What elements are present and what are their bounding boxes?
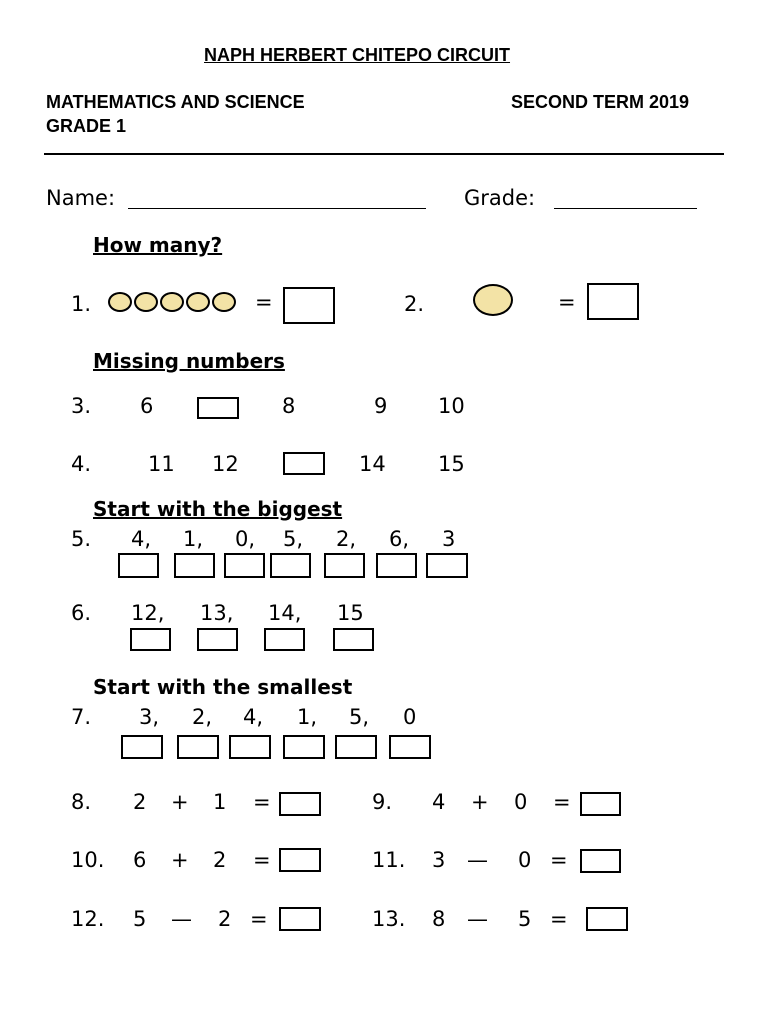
counter-oval (186, 292, 210, 312)
q7-answer-box[interactable] (283, 735, 325, 759)
sequence-number: 4, (131, 527, 152, 551)
arith-eq: = (253, 790, 271, 814)
grade-title: GRADE 1 (46, 116, 127, 136)
sequence-number: 13, (200, 601, 234, 625)
q3-value-d: 10 (438, 394, 465, 418)
arith-eq: = (250, 907, 268, 931)
q3-answer-box[interactable] (197, 397, 239, 419)
q3-number: 3. (71, 394, 92, 418)
subject-title: MATHEMATICS AND SCIENCE (46, 92, 305, 112)
arith-b: 1 (213, 790, 227, 814)
arith-number: 13. (372, 907, 406, 931)
circuit-title: NAPH HERBERT CHITEPO CIRCUIT (204, 45, 511, 65)
name-label: Name: (46, 186, 116, 210)
q1-equals: = (255, 290, 273, 314)
q2-equals: = (558, 290, 576, 314)
grade-field[interactable] (554, 208, 697, 209)
arith-a: 5 (133, 907, 147, 931)
sequence-number: 2, (192, 705, 213, 729)
sequence-number: 5, (283, 527, 304, 551)
arith-op: + (471, 790, 489, 814)
arith-number: 9. (372, 790, 393, 814)
sequence-number: 5, (349, 705, 370, 729)
q7-answer-box[interactable] (121, 735, 163, 759)
name-field[interactable] (128, 208, 426, 209)
arith-b: 0 (518, 848, 532, 872)
arith-op: + (171, 790, 189, 814)
q4-value-a: 11 (148, 452, 175, 476)
q3-value-a: 6 (140, 394, 154, 418)
q7-answer-box[interactable] (335, 735, 377, 759)
q4-answer-box[interactable] (283, 452, 325, 475)
section-missing-title: Missing numbers (93, 349, 285, 373)
sequence-number: 1, (297, 705, 318, 729)
arith-answer-box[interactable] (580, 849, 621, 873)
q6-number: 6. (71, 601, 92, 625)
counter-oval (160, 292, 184, 312)
sequence-number: 15 (337, 601, 364, 625)
arith-op: — (467, 907, 488, 931)
sequence-number: 6, (389, 527, 410, 551)
arith-answer-box[interactable] (279, 848, 321, 872)
q6-answer-box[interactable] (264, 628, 305, 651)
sequence-number: 0, (235, 527, 256, 551)
arith-a: 2 (133, 790, 147, 814)
q2-answer-box[interactable] (587, 283, 639, 320)
arith-eq: = (550, 907, 568, 931)
counter-oval (108, 292, 132, 312)
q5-answer-box[interactable] (224, 553, 265, 578)
arith-answer-box[interactable] (279, 792, 321, 816)
counter-oval (134, 292, 158, 312)
sequence-number: 1, (183, 527, 204, 551)
arith-b: 5 (518, 907, 532, 931)
sequence-number: 12, (131, 601, 165, 625)
q2-number: 2. (404, 292, 425, 316)
q6-answer-box[interactable] (333, 628, 374, 651)
q5-number: 5. (71, 527, 92, 551)
arith-eq: = (553, 790, 571, 814)
sequence-number: 14, (268, 601, 302, 625)
q5-answer-box[interactable] (118, 553, 159, 578)
q1-answer-box[interactable] (283, 287, 335, 324)
arith-answer-box[interactable] (580, 792, 621, 816)
arith-eq: = (550, 848, 568, 872)
q6-answer-box[interactable] (130, 628, 171, 651)
sequence-number: 3, (139, 705, 160, 729)
section-how-many-title: How many? (93, 233, 223, 257)
arith-number: 8. (71, 790, 92, 814)
q2-counter (473, 284, 513, 316)
arith-a: 3 (432, 848, 446, 872)
arith-eq: = (253, 848, 271, 872)
sequence-number: 3 (442, 527, 456, 551)
grade-label: Grade: (464, 186, 536, 210)
q4-value-d: 15 (438, 452, 465, 476)
q4-number: 4. (71, 452, 92, 476)
q6-answer-box[interactable] (197, 628, 238, 651)
arith-a: 8 (432, 907, 446, 931)
q7-answer-box[interactable] (177, 735, 219, 759)
q5-answer-box[interactable] (376, 553, 417, 578)
arith-op: — (467, 848, 488, 872)
q5-answer-box[interactable] (426, 553, 468, 578)
section-biggest-title: Start with the biggest (93, 497, 343, 521)
q4-value-b: 12 (212, 452, 239, 476)
q3-value-b: 8 (282, 394, 296, 418)
q3-value-c: 9 (374, 394, 388, 418)
q7-answer-box[interactable] (389, 735, 431, 759)
arith-b: 2 (218, 907, 232, 931)
header-divider (44, 153, 724, 155)
arith-b: 0 (514, 790, 528, 814)
sequence-number: 2, (336, 527, 357, 551)
arith-number: 10. (71, 848, 105, 872)
sequence-number: 4, (243, 705, 264, 729)
arith-a: 6 (133, 848, 147, 872)
arith-answer-box[interactable] (586, 907, 628, 931)
q5-answer-box[interactable] (324, 553, 365, 578)
arith-op: + (171, 848, 189, 872)
q1-number: 1. (71, 292, 92, 316)
arith-op: — (171, 907, 192, 931)
q4-value-c: 14 (359, 452, 386, 476)
q7-answer-box[interactable] (229, 735, 271, 759)
arith-number: 12. (71, 907, 105, 931)
sequence-number: 0 (403, 705, 417, 729)
term-title: SECOND TERM 2019 (511, 92, 690, 112)
q5-answer-box[interactable] (270, 553, 311, 578)
arith-a: 4 (432, 790, 446, 814)
arith-number: 11. (372, 848, 406, 872)
q5-answer-box[interactable] (174, 553, 215, 578)
counter-oval (212, 292, 236, 312)
q7-number: 7. (71, 705, 92, 729)
arith-answer-box[interactable] (279, 907, 321, 931)
arith-b: 2 (213, 848, 227, 872)
section-smallest-title: Start with the smallest (93, 675, 353, 699)
